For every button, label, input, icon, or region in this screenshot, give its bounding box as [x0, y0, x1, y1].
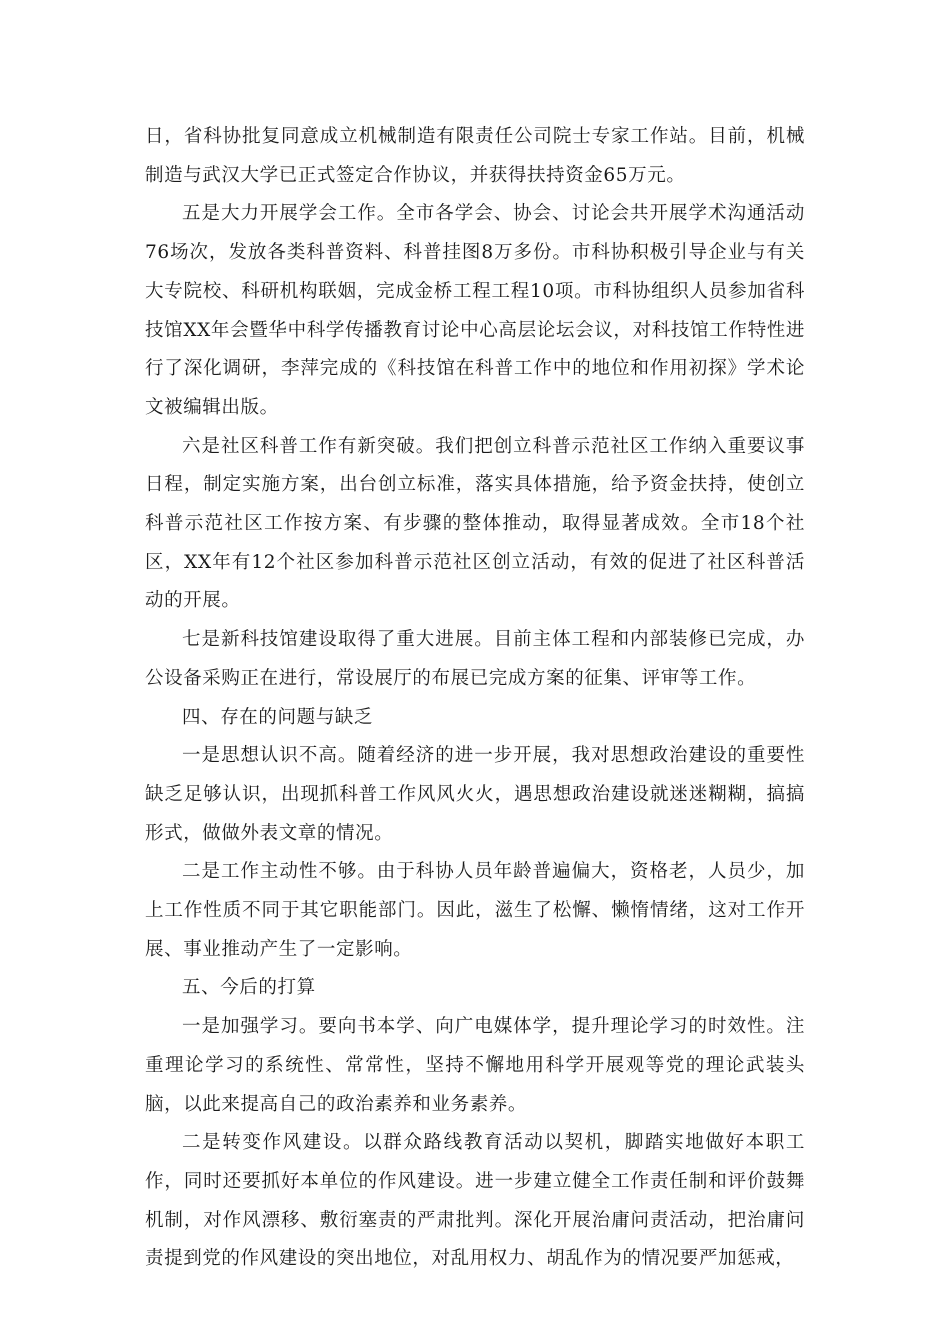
paragraph-awareness: 一是思想认识不高。随着经济的进一步开展，我对思想政治建设的重要性缺乏足够认识，出现抓科普工作风风火火，遇思想政治建设就迷迷糊糊，搞搞形式，做做外表文章的情况。: [145, 745, 805, 844]
paragraph-study: 一是加强学习。要向书本学、向广电媒体学，提升理论学习的时效性。注重理论学习的系统性、常常性，坚持不懈地用科学开展观等党的理论武装头脑，以此来提高自己的政治素养和业务素养。: [145, 1016, 805, 1115]
paragraph-community-science: 六是社区科普工作有新突破。我们把创立科普示范社区工作纳入重要议事日程，制定实施方案，出台创立标准，落实具体措施，给予资金扶持，使创立科普示范社区工作按方案、有步骤的整体推动，取得显著成效。全市18个社区，XX年有12个社区参加科普示范社区创立活动，有效的促进了社区科普活动的开展。: [145, 435, 805, 612]
section-heading-problems: 四、存在的问题与缺乏: [182, 706, 374, 728]
paragraph-continued: 日，省科协批复同意成立机械制造有限责任公司院士专家工作站。目前，机械制造与武汉大学已正式签定合作协议，并获得扶持资金65万元。: [145, 126, 805, 186]
paragraph-society-work: 五是大力开展学会工作。全市各学会、协会、讨论会共开展学术沟通活动76场次，发放各类科普资料、科普挂图8万多份。市科协积极引导企业与有关大专院校、科研机构联姻，完成金桥工程工程10项。市科协组织人员参加省科技馆XX年会暨华中科学传播教育讨论中心高层论坛会议，对科技馆工作特性进行了深化调研，李萍完成的《科技馆在科普工作中的地位和作用初探》学术论文被编辑出版。: [145, 203, 805, 418]
section-heading-plans: 五、今后的打算: [182, 977, 316, 999]
paragraph-new-museum: 七是新科技馆建设取得了重大进展。目前主体工程和内部装修已完成，办公设备采购正在进行，常设展厅的布展已完成方案的征集、评审等工作。: [145, 629, 805, 689]
paragraph-work-style: 二是转变作风建设。以群众路线教育活动以契机，脚踏实地做好本职工作，同时还要抓好本单位的作风建设。进一步建立健全工作责任制和评价鼓舞机制，对作风漂移、敷衍塞责的严肃批判。深化开展治庸问责活动，把治庸问责提到党的作风建设的突出地位，对乱用权力、胡乱作为的情况要严加惩戒，: [145, 1132, 805, 1270]
paragraph-initiative: 二是工作主动性不够。由于科协人员年龄普遍偏大，资格老，人员少，加上工作性质不同于其它职能部门。因此，滋生了松懈、懒惰情绪，这对工作开展、事业推动产生了一定影响。: [145, 861, 805, 960]
document-body: [145, 118, 805, 1279]
